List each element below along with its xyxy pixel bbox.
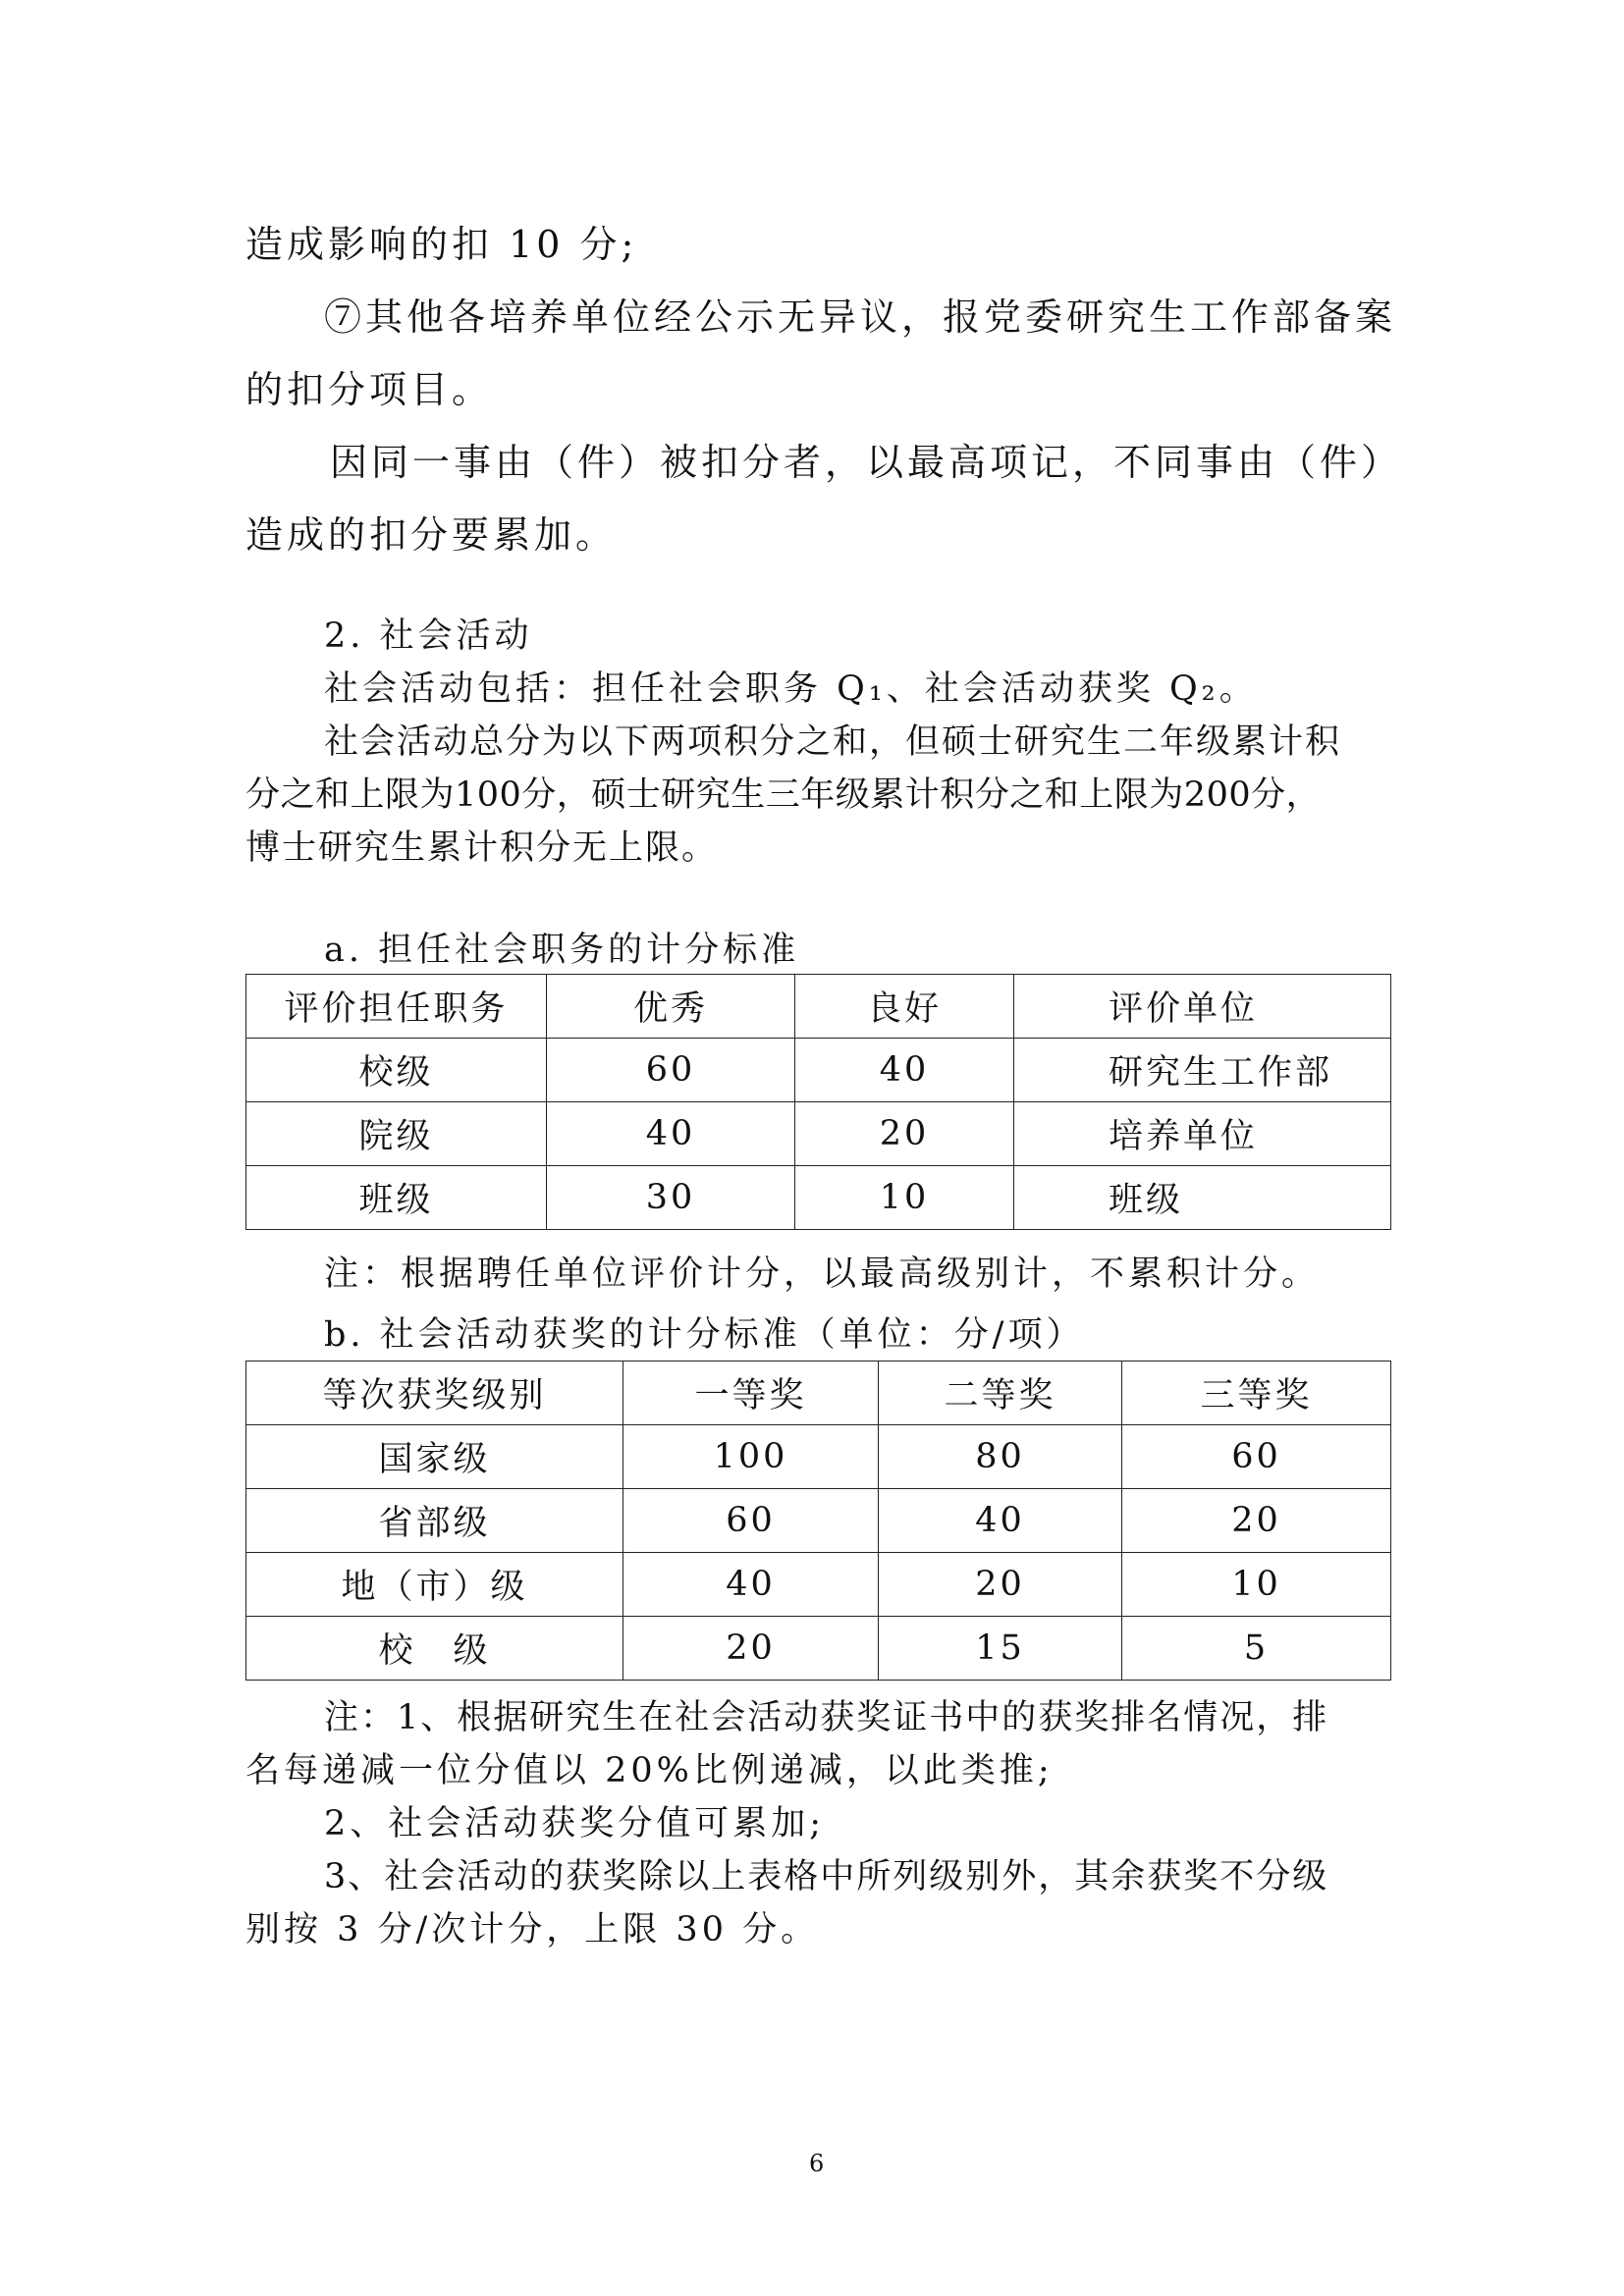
table-row [246, 1489, 1391, 1553]
table-header-cell: 评价单位 [1014, 975, 1391, 1039]
table-cell: 培养单位 [1014, 1102, 1391, 1166]
paragraph-line: ⑦其他各培养单位经公示无异议，报党委研究生工作部备案 [324, 295, 1397, 339]
paragraph-line: 造成影响的扣 10 分; [245, 223, 638, 266]
table-b [245, 1361, 1391, 1681]
table-cell: 60 [547, 1039, 795, 1102]
table-b-caption: b. 社会活动获奖的计分标准（单位：分/项） [324, 1315, 1085, 1355]
table-cell: 40 [879, 1489, 1122, 1553]
table-cell: 班级 [246, 1166, 547, 1230]
table-cell: 研究生工作部 [1014, 1039, 1391, 1102]
table-a [245, 974, 1391, 1230]
paragraph-line: 造成的扣分要累加。 [245, 513, 618, 557]
page-number: 6 [809, 2150, 825, 2177]
table-header-cell: 二等奖 [879, 1362, 1122, 1425]
table-row [246, 1617, 1391, 1681]
section-text: 分之和上限为100分，硕士研究生三年级累计积分之和上限为200分， [245, 775, 1322, 815]
table-row [246, 1102, 1391, 1166]
table-cell: 院级 [246, 1102, 547, 1166]
table-header-cell: 三等奖 [1122, 1362, 1391, 1425]
table-b-note: 2、社会活动获奖分值可累加; [324, 1804, 826, 1843]
paragraph-line: 因同一事由（件）被扣分者，以最高项记，不同事由（件） [330, 441, 1403, 484]
table-header-cell: 评价担任职务 [246, 975, 547, 1039]
table-cell: 15 [879, 1617, 1122, 1681]
paragraph-line: 的扣分项目。 [245, 368, 494, 411]
table-cell: 10 [795, 1166, 1014, 1230]
table-cell: 80 [879, 1425, 1122, 1489]
table-cell: 60 [623, 1489, 879, 1553]
table-b-note: 3、社会活动的获奖除以上表格中所列级别外，其余获奖不分级 [324, 1857, 1329, 1896]
table-cell: 校 级 [246, 1617, 623, 1681]
table-cell: 40 [795, 1039, 1014, 1102]
table-cell: 60 [1122, 1425, 1391, 1489]
table-cell: 30 [547, 1166, 795, 1230]
table-cell: 40 [623, 1553, 879, 1617]
table-row [246, 1039, 1391, 1102]
table-cell: 20 [795, 1102, 1014, 1166]
table-cell: 班级 [1014, 1166, 1391, 1230]
section-text: 社会活动总分为以下两项积分之和，但硕士研究生二年级累计积 [324, 722, 1342, 762]
table-row [246, 1425, 1391, 1489]
table-a-note: 注：根据聘任单位评价计分，以最高级别计，不累积计分。 [324, 1255, 1321, 1294]
table-header-cell: 等次获奖级别 [246, 1362, 623, 1425]
table-cell: 20 [623, 1617, 879, 1681]
section-heading: 2. 社会活动 [324, 616, 533, 656]
table-cell: 校级 [246, 1039, 547, 1102]
table-cell: 5 [1122, 1617, 1391, 1681]
table-cell: 40 [547, 1102, 795, 1166]
table-cell: 10 [1122, 1553, 1391, 1617]
table-cell: 地（市）级 [246, 1553, 623, 1617]
table-cell: 省部级 [246, 1489, 623, 1553]
section-text: 博士研究生累计积分无上限。 [245, 828, 719, 868]
table-header-row [246, 975, 1391, 1039]
table-row [246, 1166, 1391, 1230]
table-header-cell: 一等奖 [623, 1362, 879, 1425]
table-cell: 100 [623, 1425, 879, 1489]
table-header-row [246, 1362, 1391, 1425]
table-b-note: 名每递减一位分值以 20%比例递减，以此类推; [245, 1751, 1054, 1790]
table-cell: 20 [879, 1553, 1122, 1617]
table-header-cell: 优秀 [547, 975, 795, 1039]
table-header-cell: 良好 [795, 975, 1014, 1039]
table-cell: 国家级 [246, 1425, 623, 1489]
table-row [246, 1553, 1391, 1617]
section-text: 社会活动包括：担任社会职务 Q₁、社会活动获奖 Q₂。 [324, 669, 1258, 709]
table-cell: 20 [1122, 1489, 1391, 1553]
table-a-caption: a. 担任社会职务的计分标准 [324, 931, 800, 970]
table-b-note: 注：1、根据研究生在社会活动获奖证书中的获奖排名情况，排 [324, 1698, 1329, 1737]
table-b-note: 别按 3 分/次计分，上限 30 分。 [245, 1910, 820, 1949]
